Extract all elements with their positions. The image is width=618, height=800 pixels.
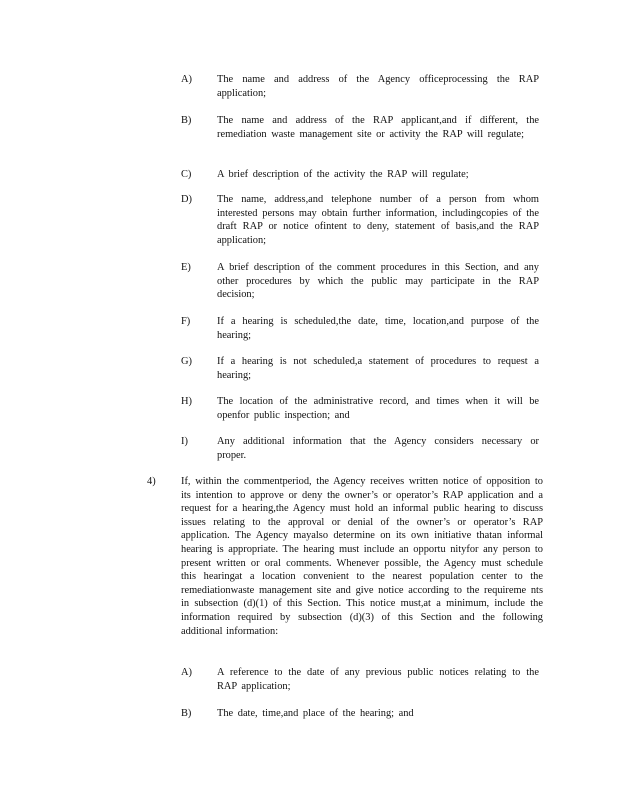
list-item-label: E) xyxy=(181,262,191,273)
list-item-text: The name, address,and telephone number of a person from whom interested persons may obtain further information, includingcopies of the draft RAP or notice ofintent to deny, statement of basis,and the RAP application; xyxy=(217,194,539,246)
paragraph-text: If, within the commentperiod, the Agency receives written notice of opposition to its intention to approve or deny the owner’s or operator’s RAP application and a request for a hearing,the Agency must hold an informal public hearing to discuss issues relating to the approval or denial of the owner’s or operator’s RAP application. The Agency mayalso determine on its own initiative thatan informal hearing is appropriate. The hearing must include an opportu nityfor any person to present written or oral comments. Whenever possible, the Agency must schedule this hearingat a location convenient to the nearest population center to the remediationwaste management site and give notice according to the requireme nts in subsection (d)(1) of this Section. This notice must,at a minimum, include the information required by subsection (d)(3) of this Section and the following additional information: xyxy=(181,476,543,637)
list-item-label: H) xyxy=(181,396,192,407)
list-item-text: A reference to the date of any previous public notices relating to the RAP application; xyxy=(217,667,539,692)
list-item-label: G) xyxy=(181,356,192,367)
list-item-text: The name and address of the RAP applicant,and if different, the remediation waste management site or activity the RAP will regulate; xyxy=(217,115,539,140)
list-item-label: A) xyxy=(181,74,192,85)
list-item-text: A brief description of the activity the RAP will regulate; xyxy=(217,169,469,180)
list-item-label: B) xyxy=(181,115,192,126)
list-item-label: A) xyxy=(181,667,192,678)
list-item-text: The date, time,and place of the hearing; and xyxy=(217,708,414,719)
list-item-text: If a hearing is scheduled,the date, time, location,and purpose of the hearing; xyxy=(217,316,539,341)
list-item-label: B) xyxy=(181,708,192,719)
list-item-text: The name and address of the Agency officeprocessing the RAP application; xyxy=(217,74,539,99)
list-item-label: F) xyxy=(181,316,191,327)
list-item-text: Any additional information that the Agency considers necessary or proper. xyxy=(217,436,539,461)
list-item-label: I) xyxy=(181,436,188,447)
list-item-text: A brief description of the comment procedures in this Section, and any other procedures by which the public may participate in the RAP decision; xyxy=(217,262,539,301)
list-item-label: D) xyxy=(181,194,192,205)
list-item-text: If a hearing is not scheduled,a statement of procedures to request a hearing; xyxy=(217,356,539,381)
paragraph-label: 4) xyxy=(147,476,156,487)
list-item-text: The location of the administrative record, and times when it will be openfor public inspection; and xyxy=(217,396,539,421)
list-item-label: C) xyxy=(181,169,192,180)
